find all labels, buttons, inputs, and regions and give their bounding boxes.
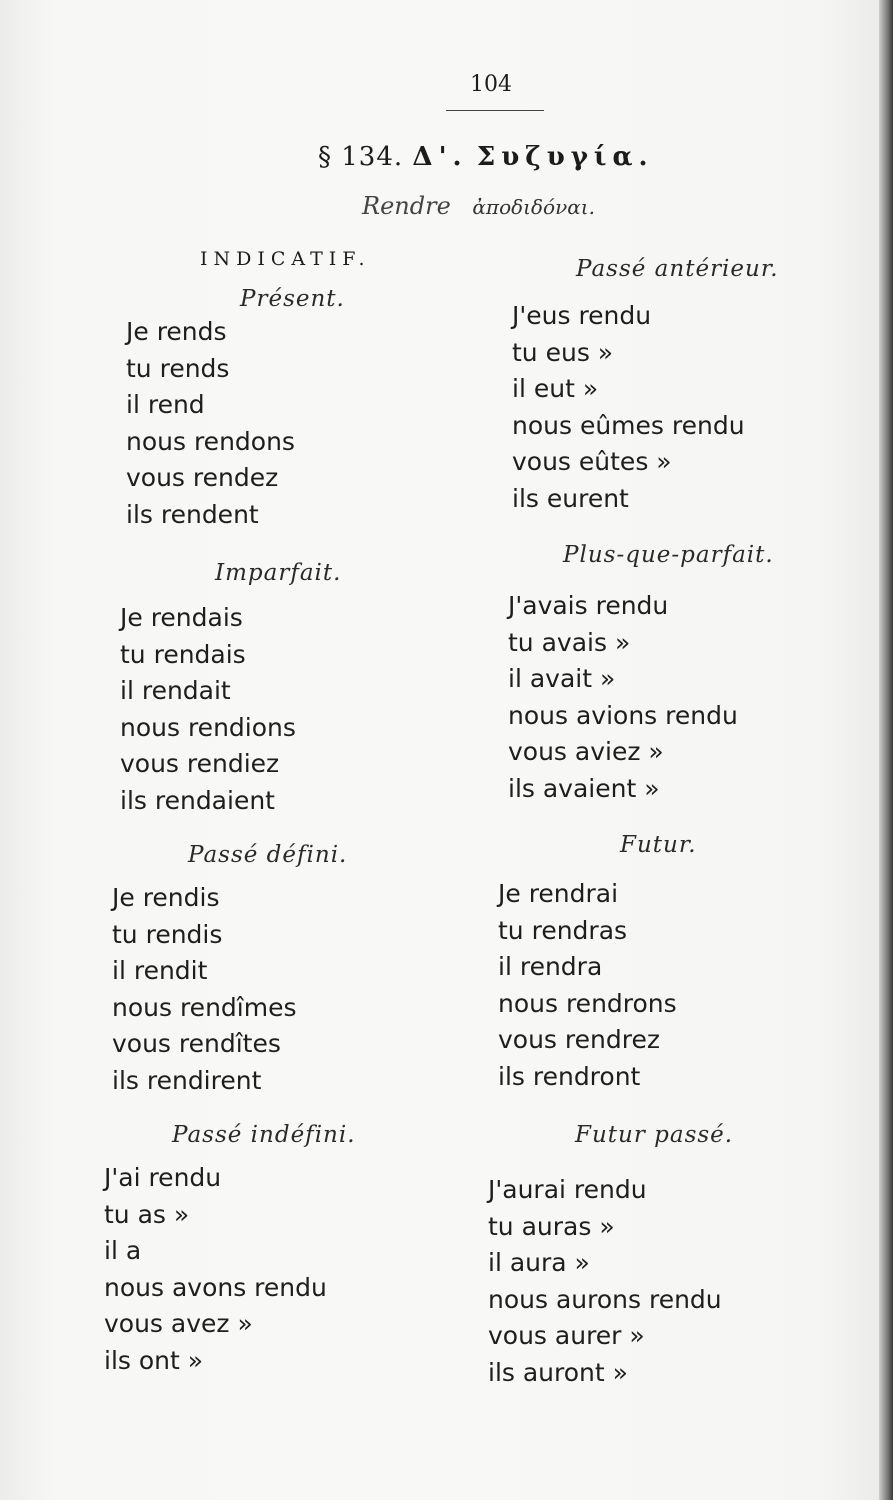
verb-line — [362, 192, 595, 220]
form: nous eûmes rendu — [512, 410, 745, 440]
form: nous rendions — [120, 712, 296, 742]
form: nous aurons rendu — [488, 1284, 722, 1314]
form: vous aurer » — [488, 1321, 645, 1350]
tense-title-present: Présent. — [240, 286, 345, 312]
tense-title-passe-defini: Passé défini. — [188, 842, 348, 868]
form: ils rendront — [498, 1061, 641, 1091]
form: J'avais rendu — [508, 591, 669, 620]
form: il eut » — [512, 374, 599, 403]
form: Je rends — [126, 317, 227, 346]
mood-title: INDICATIF. — [200, 248, 371, 270]
form: tu as » — [104, 1199, 190, 1229]
form: nous rendons — [126, 426, 295, 456]
form: Je rendais — [120, 603, 243, 632]
forms-passe-defini — [112, 880, 297, 1099]
forms-futur — [498, 876, 677, 1095]
form: tu auras » — [488, 1211, 615, 1241]
form: J'aurai rendu — [488, 1175, 647, 1204]
form: nous avons rendu — [104, 1272, 327, 1302]
form: ils ont » — [104, 1345, 204, 1375]
form: J'eus rendu — [512, 301, 652, 330]
form: ils auront » — [488, 1357, 628, 1387]
form: vous eûtes » — [512, 447, 672, 476]
form: il rendra — [498, 952, 603, 981]
tense-title-imparfait: Imparfait. — [215, 560, 342, 586]
form: tu rendras — [498, 915, 628, 945]
page-number: 104 — [470, 72, 512, 97]
forms-passe-anterieur — [512, 298, 745, 517]
form: Je rendis — [112, 883, 220, 912]
form: nous rendîmes — [112, 992, 297, 1022]
form: il rend — [126, 390, 205, 419]
section-heading — [318, 142, 654, 172]
form: il rendit — [112, 956, 208, 985]
section-number: 134. — [341, 142, 404, 172]
form: vous avez » — [104, 1309, 253, 1338]
form: il rendait — [120, 676, 231, 705]
form: ils rendirent — [112, 1065, 262, 1095]
forms-passe-indefini — [104, 1160, 327, 1379]
form: nous rendrons — [498, 988, 677, 1018]
form: il aura » — [488, 1248, 590, 1277]
form: vous rendiez — [120, 749, 280, 778]
form: tu rendais — [120, 639, 246, 669]
form: vous rendrez — [498, 1025, 660, 1054]
tense-title-plus-que-parfait: Plus-que-parfait. — [563, 542, 774, 568]
forms-imparfait — [120, 600, 296, 819]
forms-plus-que-parfait — [508, 588, 738, 807]
form: Je rendrai — [498, 879, 619, 908]
conjugation-label: Δ'. — [412, 142, 468, 172]
form: il avait » — [508, 664, 616, 693]
form: nous avions rendu — [508, 700, 738, 730]
tense-title-futur-passe: Futur passé. — [575, 1122, 734, 1148]
forms-present — [126, 314, 295, 533]
form: il a — [104, 1236, 142, 1265]
conjugation-title: Συζυγία. — [476, 142, 654, 172]
page-number-rule — [446, 110, 544, 111]
form: vous rendîtes — [112, 1029, 281, 1058]
form: ils rendent — [126, 499, 259, 529]
verb-french: Rendre — [362, 192, 451, 220]
form: ils rendaient — [120, 785, 275, 815]
form: ils avaient » — [508, 773, 660, 803]
forms-futur-passe — [488, 1172, 722, 1391]
section-symbol: § — [318, 142, 332, 172]
tense-title-passe-anterieur: Passé antérieur. — [576, 256, 779, 282]
form: vous aviez » — [508, 737, 664, 766]
form: ils eurent — [512, 483, 629, 513]
form: tu rends — [126, 353, 230, 383]
page-edge-shadow — [879, 0, 893, 1500]
form: J'ai rendu — [104, 1163, 222, 1192]
tense-title-futur: Futur. — [620, 832, 697, 858]
verb-greek: ἀποδιδόναι. — [472, 195, 595, 219]
form: tu rendis — [112, 919, 223, 949]
form: tu eus » — [512, 337, 614, 367]
form: vous rendez — [126, 463, 279, 492]
tense-title-passe-indefini: Passé indéfini. — [172, 1122, 356, 1148]
form: tu avais » — [508, 627, 631, 657]
